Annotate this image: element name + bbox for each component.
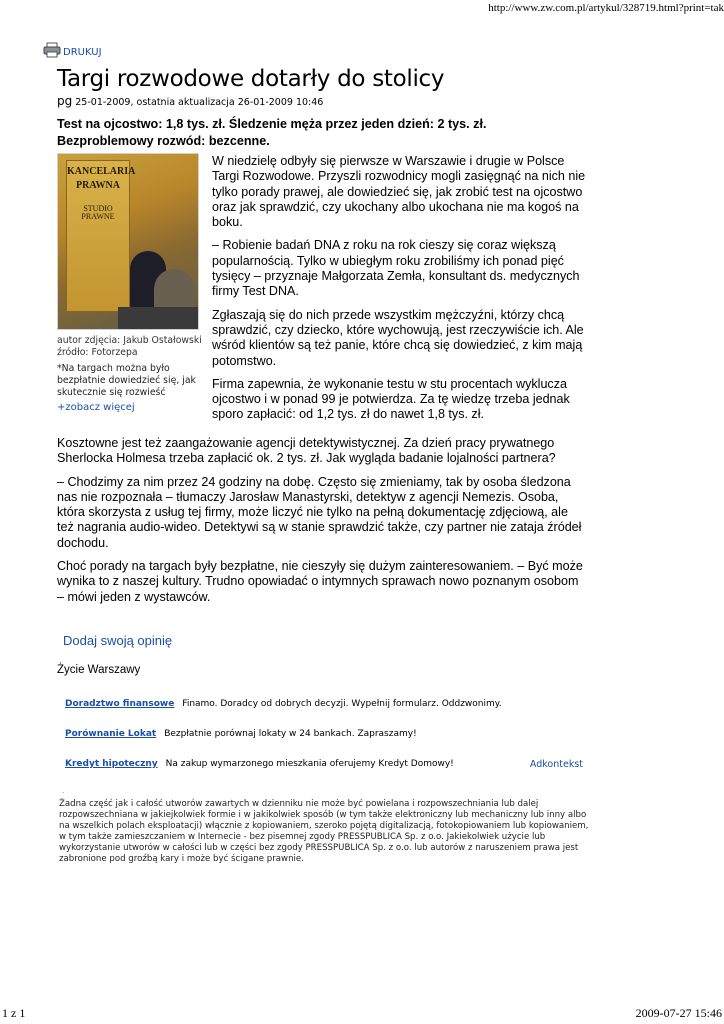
- article-paragraph: Choć porady na targach były bezpłatne, nie cieszyły się dużym zainteresowaniem. – Być może wynika to z naszej kultury. Trudno opowiadać o intymnych sprawach nowo poznanym osobom – mówi jeden z wystawców.: [57, 559, 583, 604]
- photo-sign: [66, 160, 136, 312]
- add-opinion-link[interactable]: Dodaj swoją opinię: [63, 633, 173, 648]
- photo-sign-line: PRAWNA: [76, 180, 120, 191]
- article-paragraph: Kosztowne jest też zaangażowanie agencji detektywistycznej. Za dzień pracy prywatnego Sherlocka Holmesa trzeba zapłacić ok. 2 tys. zł. Jak wygląda badanie lojalności partnera?: [57, 436, 556, 466]
- ad-item: [65, 689, 583, 719]
- article-paragraph: – Robienie badań DNA z roku na rok cieszy się coraz większą popularnością. Tylko w ubiegłym roku zrobiliśmy ich ponad pięć tysięcy – przyznaje Małgorzata Zemła, konsultant ds. medycznych firmy Test DNA.: [212, 238, 580, 299]
- article-body-right: [212, 154, 588, 431]
- print-url: http://www.zw.com.pl/artykul/328719.html?print=tak: [488, 2, 724, 14]
- photo-credit: autor zdjęcia: Jakub Ostałowski: [57, 335, 202, 346]
- ad-description: Bezpłatnie porównaj lokaty w 24 bankach. Zapraszamy!: [164, 729, 417, 739]
- separator-dot: .: [62, 786, 65, 795]
- photo-sign-line: STUDIO PRAWNE: [81, 204, 115, 221]
- print-label: DRUKUJ: [63, 47, 102, 58]
- article-title: Targi rozwodowe dotarły do stolicy: [57, 66, 445, 92]
- legal-notice: Żadna część jak i całość utworów zawartych w dzienniku nie może być powielana i rozpowszechniania lub dalej rozpowszechniana w jakiejkolwiek formie i w jakikolwiek sposób (w tym także elektroniczny lub mechaniczny lub inny albo na wszelkich polach eksploatacji) włącznie z kopiowaniem, szeroko pojętą digitalizacją, fotokopiowaniem lub kopiowaniem, w tym także zamieszczaniem w Internecie - bez pisemnej zgody PRESSPUBLICA Sp. z o.o. Jakiekolwiek użycie lub wykorzystanie utworów w całości lub w części bez zgody PRESSPUBLICA Sp. z o.o. lub autorów z naruszeniem prawa jest zabronione pod groźbą kary i może być ścigane prawnie.: [59, 799, 589, 864]
- article-author: pg: [57, 94, 73, 108]
- photo-source: źródło: Fotorzepa: [57, 347, 138, 358]
- article-date: 25-01-2009, ostatnia aktualizacja 26-01-2009 10:46: [75, 97, 324, 108]
- article-paragraph: Zgłaszają się do nich przede wszystkim mężczyźni, którzy chcą sprawdzić, czy dziecko, które wychowują, jest rzeczywiście ich. Ale wśród klientów są też panie, które chcą się dowiedzieć, z kim mają potomstwo.: [212, 307, 584, 368]
- photo-box: [57, 153, 202, 414]
- photo-caption: [57, 335, 202, 414]
- article-paragraph: Firma zapewnia, że wykonanie testu w stu procentach wyklucza ojcostwo i w ponad 99 je potwierdza. Za tę wiedzę trzeba jednak sporo zapłacić: od 1,2 tys. zł do nawet 1,8 tys. zł.: [212, 376, 570, 422]
- ad-link[interactable]: Kredyt hipoteczny: [65, 759, 158, 769]
- adkontekst-link[interactable]: Adkontekst: [529, 758, 583, 770]
- ad-description: Na zakup wymarzonego mieszkania oferujemy Kredyt Domowy!: [165, 759, 454, 769]
- article-paragraph: W niedzielę odbyły się pierwsze w Warszawie i drugie w Polsce Targi Rozwodowe. Przyszli rozwodnicy mogli zasięgnąć na nich nie tylko porady prawej, ale dowiedzieć się, jak zrobić test na ojcostwo oraz jak sprawdzić, czy ukochany albo ukochana nie ma kogoś na boku.: [212, 154, 586, 230]
- ad-item: [65, 719, 583, 749]
- article-source: Życie Warszawy: [57, 664, 141, 676]
- printer-icon: [43, 42, 61, 58]
- article-body-full: [57, 436, 587, 613]
- ad-list: [65, 689, 583, 779]
- photo-description: *Na targach można było bezpłatnie dowiedzieć się, jak skutecznie się rozwieść: [57, 363, 196, 398]
- see-more-link[interactable]: +zobacz więcej: [57, 402, 135, 413]
- article-meta: [57, 94, 323, 108]
- article-paragraph: – Chodzimy za nim przez 24 godziny na dobę. Często się zmieniamy, tak by osoba śledzona nas nie rozpoznała – tłumaczy Jarosław Manastyrski, detektyw z agencji Nemezis. Osoba, która skorzysta z usług tej firmy, może liczyć nie tylko na pełną dokumentację zdjęciową, ale też nagrania audio-wideo. Detektywi są w stanie sprawdzić także, czy partner nie zataja źródeł dochodu.: [57, 474, 582, 550]
- article-photo[interactable]: [57, 153, 199, 330]
- ad-item: [65, 749, 583, 779]
- print-button[interactable]: [43, 42, 102, 58]
- ad-link[interactable]: Porównanie Lokat: [65, 729, 157, 739]
- article-lead: Test na ojcostwo: 1,8 tys. zł. Śledzenie męża przez jeden dzień: 2 tys. zł. Bezproblemowy rozwód: bezcenne.: [57, 117, 487, 148]
- page-counter: 1 z 1: [2, 1006, 26, 1020]
- photo-table: [118, 307, 199, 329]
- photo-sign-line: KANCELARIA: [67, 166, 136, 177]
- print-datetime: 2009-07-27 15:46: [635, 1006, 722, 1020]
- ad-description: Finamo. Doradcy od dobrych decyzji. Wypełnij formularz. Oddzwonimy.: [182, 699, 502, 709]
- ad-link[interactable]: Doradztwo finansowe: [65, 699, 175, 709]
